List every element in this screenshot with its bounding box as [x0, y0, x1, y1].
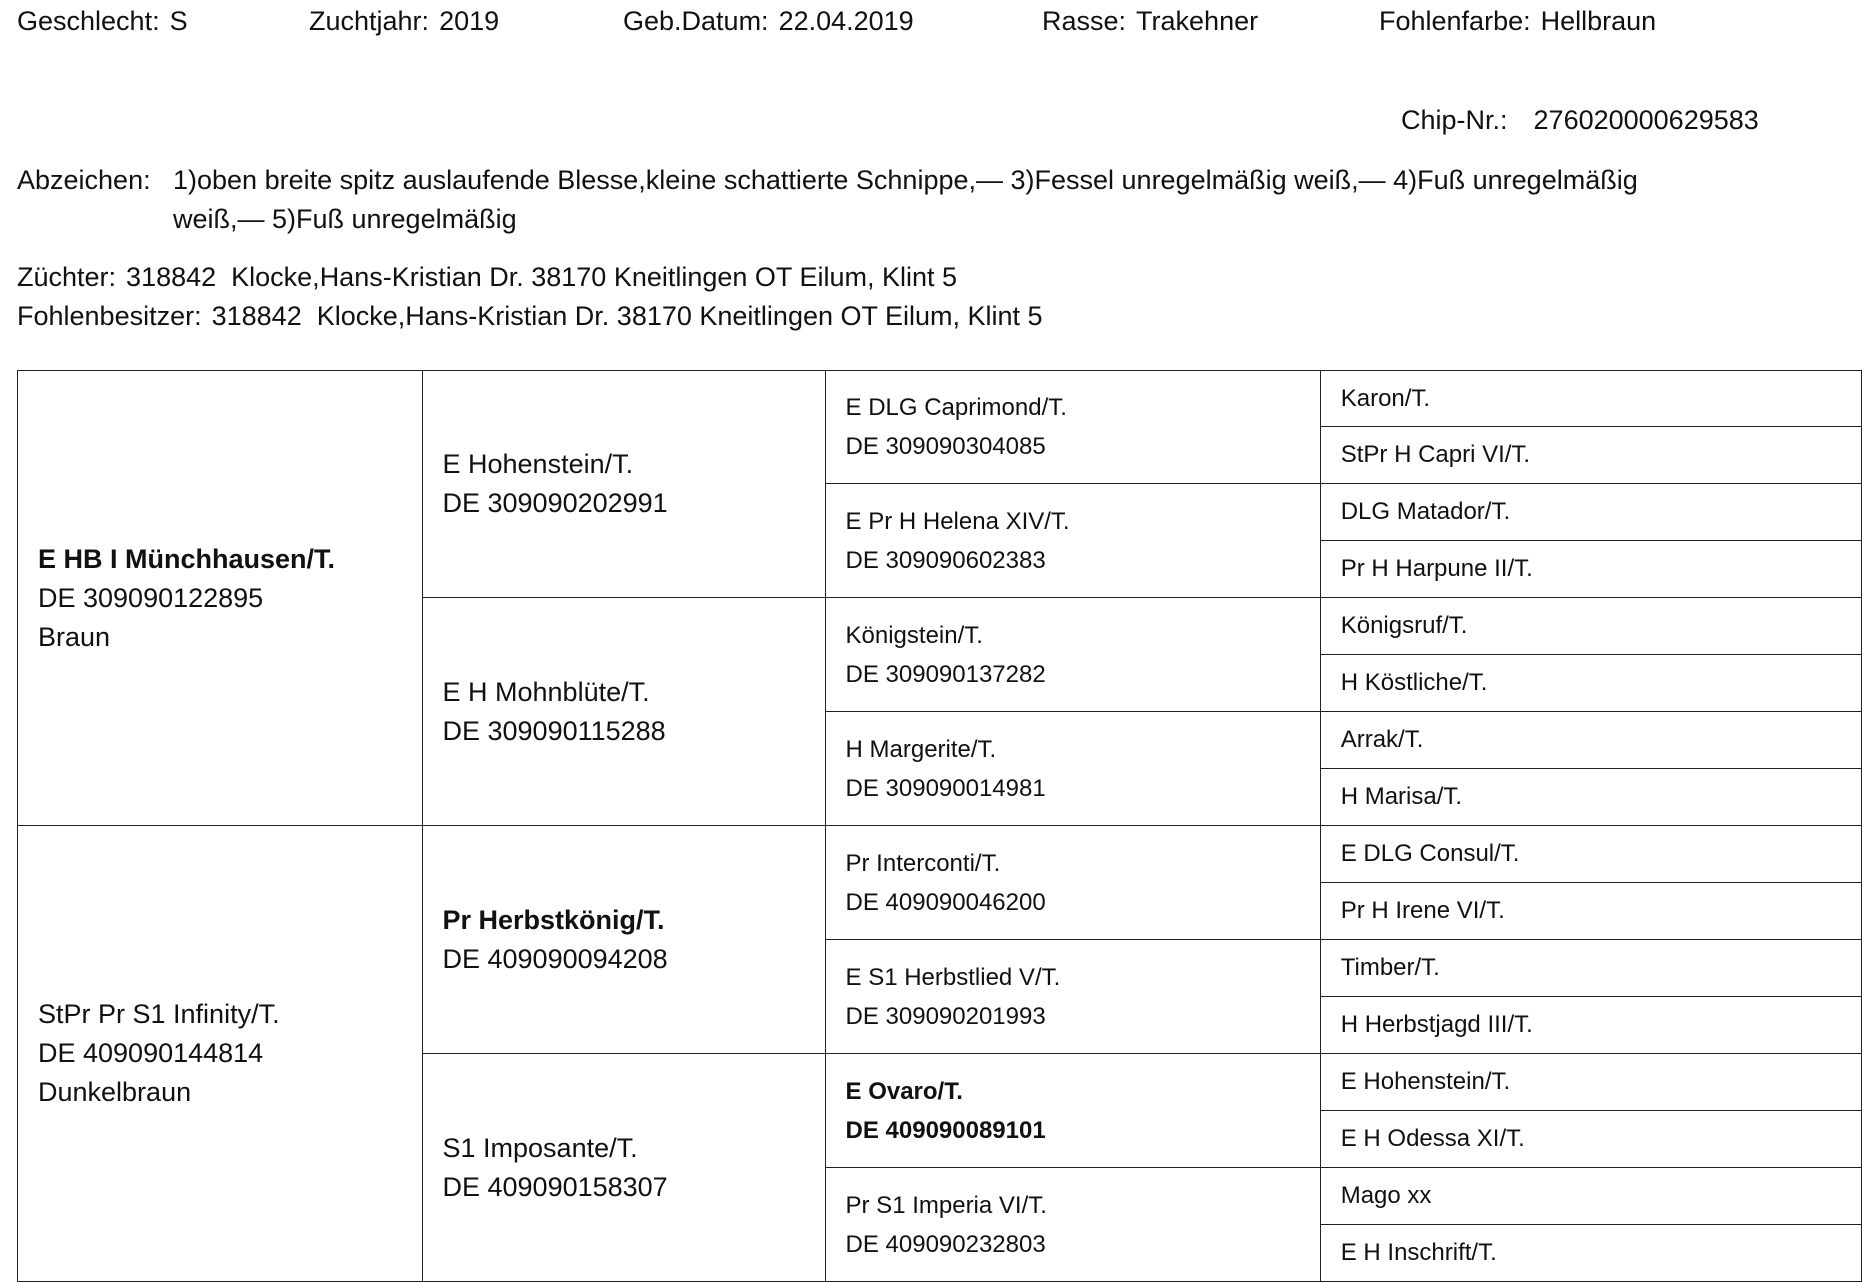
chip-field: [1401, 105, 1759, 136]
dam-color: Dunkelbraun: [38, 1077, 192, 1107]
gen3-id: DE 309090137282: [845, 660, 1046, 688]
rasse-value: Trakehner: [1136, 6, 1259, 36]
gen4-cell: Mago xx: [1320, 1168, 1861, 1225]
gen3-cell: [825, 484, 1320, 598]
gen3-name: H Margerite/T.: [845, 735, 997, 763]
geschlecht-field: [17, 6, 188, 37]
gen2-id: DE 309090202991: [442, 488, 668, 518]
fohlenbesitzer-field: [17, 301, 1043, 332]
gen4-cell: Pr H Irene VI/T.: [1320, 883, 1861, 940]
gen3-cell: [825, 940, 1320, 1054]
fohlenfarbe-field: [1379, 6, 1656, 37]
gen2-name: S1 Imposante/T.: [442, 1132, 638, 1163]
gen3-id: DE 409090232803: [845, 1230, 1046, 1258]
gen3-cell: [825, 826, 1320, 940]
gen3-cell: [825, 371, 1320, 484]
gen4-cell: Arrak/T.: [1320, 712, 1861, 769]
zuechter-field: [17, 262, 957, 293]
dam-id: DE 409090144814: [38, 1038, 264, 1068]
gen3-id: DE 309090602383: [845, 546, 1046, 574]
fohlenfarbe-label: Fohlenfarbe:: [1379, 6, 1531, 36]
chip-value: 276020000629583: [1533, 105, 1759, 135]
gen3-name: Pr Interconti/T.: [845, 849, 1001, 877]
gen3-cell: [825, 1168, 1320, 1282]
gen2-id: DE 309090115288: [442, 715, 666, 746]
gen4-cell: H Köstliche/T.: [1320, 655, 1861, 712]
gen3-id: DE 309090201993: [845, 1002, 1046, 1030]
gen2-id: DE 409090158307: [442, 1171, 668, 1202]
gen3-id: DE 409090046200: [845, 888, 1046, 916]
gen4-cell: DLG Matador/T.: [1320, 484, 1861, 541]
sire-cell: [18, 371, 423, 826]
gen3-cell: [825, 1054, 1320, 1168]
gen3-name: E S1 Herbstlied V/T.: [845, 963, 1061, 991]
gen3-id: DE 409090089101: [845, 1116, 1046, 1144]
zuechter-label: Züchter:: [17, 262, 117, 292]
fohlenfarbe-value: Hellbraun: [1540, 6, 1657, 36]
gen3-cell: [825, 712, 1320, 826]
gen3-name: Königstein/T.: [845, 621, 983, 649]
sire-id: DE 309090122895: [38, 582, 264, 613]
gen4-cell: Timber/T.: [1320, 940, 1861, 997]
gen4-cell: E H Odessa XI/T.: [1320, 1111, 1861, 1168]
gen4-cell: E H Inschrift/T.: [1320, 1225, 1861, 1282]
gen3-name: E Pr H Helena XIV/T.: [845, 507, 1070, 535]
gen4-cell: H Marisa/T.: [1320, 769, 1861, 826]
gen2-cell: [422, 826, 825, 1054]
gen4-cell: Pr H Harpune II/T.: [1320, 541, 1861, 598]
gen4-cell: E Hohenstein/T.: [1320, 1054, 1861, 1111]
gen3-id: DE 309090014981: [845, 774, 1046, 802]
chip-label: Chip-Nr.:: [1401, 105, 1508, 135]
sire-name: E HB I Münchhausen/T.: [38, 543, 336, 574]
gen4-cell: H Herbstjagd III/T.: [1320, 997, 1861, 1054]
dam-name: StPr Pr S1 Infinity/T.: [38, 999, 280, 1029]
gen2-id: DE 409090094208: [442, 943, 668, 974]
gen4-cell: E DLG Consul/T.: [1320, 826, 1861, 883]
gen3-name: E DLG Caprimond/T.: [845, 394, 1067, 421]
gebdatum-label: Geb.Datum:: [623, 6, 769, 36]
gen3-cell: [825, 598, 1320, 712]
gen2-cell: [422, 1054, 825, 1282]
geschlecht-label: Geschlecht:: [17, 6, 160, 36]
dam-cell: [18, 826, 423, 1282]
zuchtjahr-value: 2019: [439, 6, 500, 36]
sire-color: Braun: [38, 621, 111, 652]
gen4-cell: StPr H Capri VI/T.: [1320, 427, 1861, 484]
zuchtjahr-label: Zuchtjahr:: [309, 6, 430, 36]
gebdatum-value: 22.04.2019: [778, 6, 914, 36]
abzeichen-line-2: weiß,— 5)Fuß unregelmäßig: [173, 204, 517, 234]
gen2-name: E Hohenstein/T.: [442, 449, 634, 479]
zuchtjahr-field: [309, 6, 499, 37]
fohlenbesitzer-label: Fohlenbesitzer:: [17, 301, 202, 331]
gen2-name: E H Mohnblüte/T.: [442, 676, 650, 707]
gen2-cell: [422, 598, 825, 826]
pedigree-table: [17, 370, 1862, 1282]
zuechter-value: 318842 Klocke,Hans-Kristian Dr. 38170 Kneitlingen OT Eilum, Klint 5: [126, 262, 957, 292]
gen2-name: Pr Herbstkönig/T.: [442, 904, 665, 935]
rasse-field: [1042, 6, 1258, 37]
rasse-label: Rasse:: [1042, 6, 1127, 36]
gen4-cell: Karon/T.: [1320, 371, 1861, 427]
gen3-name: E Ovaro/T.: [845, 1077, 963, 1105]
abzeichen-line-1: 1)oben breite spitz auslaufende Blesse,kleine schattierte Schnippe,— 3)Fessel unregelmäßig weiß,— 4)Fuß unregelmäßig: [173, 165, 1638, 195]
gebdatum-field: [623, 6, 914, 37]
gen2-cell: [422, 371, 825, 598]
gen3-name: Pr S1 Imperia VI/T.: [845, 1191, 1047, 1219]
fohlenbesitzer-value: 318842 Klocke,Hans-Kristian Dr. 38170 Kneitlingen OT Eilum, Klint 5: [211, 301, 1043, 331]
abzeichen-label: Abzeichen:: [17, 165, 151, 195]
gen4-cell: Königsruf/T.: [1320, 598, 1861, 655]
gen3-id: DE 309090304085: [845, 433, 1046, 460]
geschlecht-value: S: [169, 6, 188, 36]
